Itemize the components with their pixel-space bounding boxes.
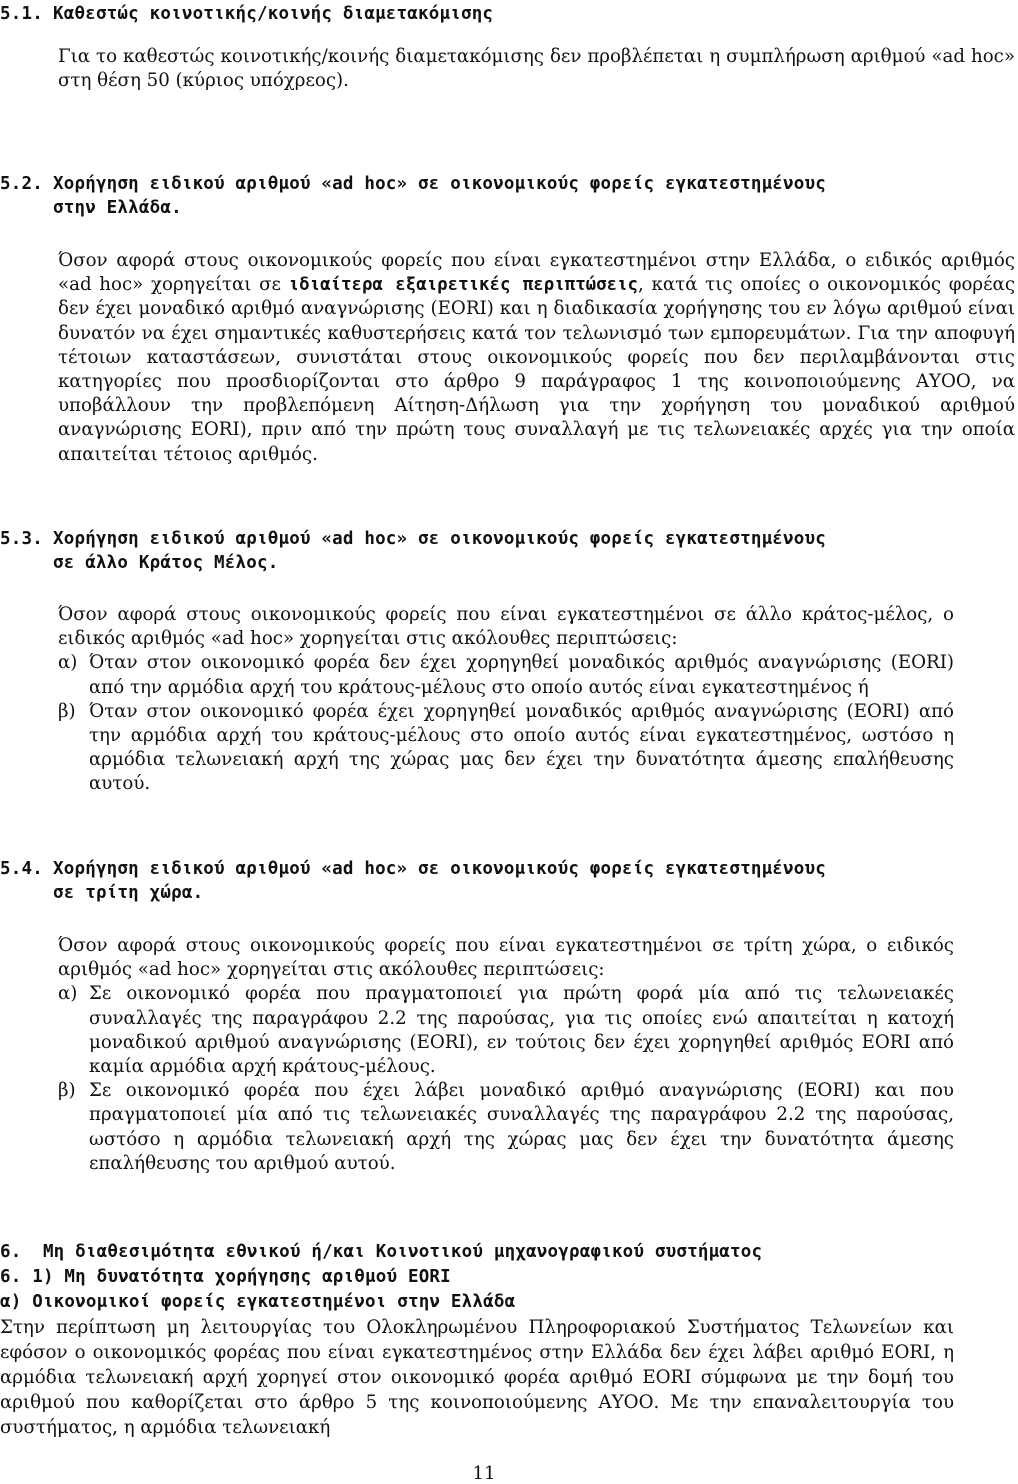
paragraph-text: Όσον αφορά στους οικονομικούς φορείς που είναι εγκατεστημένοι στην Ελλάδα, ο ειδικός αριθμός «ad hoc» χορηγείται σε (58, 250, 1015, 296)
section-6-1-heading: 6. 1) Μη δυνατότητα χορήγησης αριθμού EORI (0, 1267, 451, 1287)
section-5-2-paragraph (0, 249, 1018, 467)
list-item-text: Σε οικονομικό φορέα που έχει λάβει μοναδικό αριθμό αναγνώρισης (EORI) και που πραγματοποιεί μία από τις τελωνειακές συναλλαγές της παραγράφου 2.2 της παρούσας, ωστόσο η αρμόδια τελωνειακή αρχή της χώρας μας δεν έχει την δυνατότητα άμεσης επαλήθευσης του αριθμού αυτού. (89, 1080, 954, 1174)
section-title-line2: σε άλλο Κράτος Μέλος. (53, 553, 279, 573)
list-marker: β) (58, 700, 76, 722)
section-5-4-body (0, 934, 957, 1176)
list-item-text: Σε οικονομικό φορέα που πραγματοποιεί για πρώτη φορά μία από τις τελωνειακές συναλλαγές της παραγράφου 2.2 της παρούσας, για τις οποίες ενώ απαιτείται η κατοχή μοναδικού αριθμού αναγνώρισης (EORI), εν τούτοις δεν έχει χορηγηθεί αριθμός EORI από καμία αρμόδια αρχή κράτους-μέλους. (89, 983, 954, 1078)
list-marker: β) (58, 1080, 76, 1102)
list-item (0, 651, 957, 699)
section-5-4-heading (0, 859, 957, 903)
list-marker: α) (58, 983, 78, 1005)
section-number: 5.1. (0, 4, 43, 24)
section-6-1-a-heading: α) Οικονομικοί φορείς εγκατεστημένοι στην Ελλάδα (0, 1292, 516, 1312)
paragraph-text: , κατά τις οποίες ο οικονομικός φορέας δεν έχει μοναδικό αριθμό αναγνώρισης (EORI) και η διαδικασία χορήγησης του εν λόγω αριθμού είναι δυνατόν να έχει σημαντικές καθυστερήσεις κατά τον τελωνισμό των εμπορευμάτων. Για την αποφυγή τέτοιων καταστάσεων, συνιστάται στους οικονομικούς φορείς που δεν περιλαμβάνονται στις κατηγορίες που προσδιορίζονται στο άρθρο 9 παράγραφος 1 της κοινοποιούμενης ΑΥΟΟ, να υποβάλλουν την προβλεπόμενη Αίτηση-Δήλωση για την χορήγηση του μοναδικού αριθμού αναγνώρισης EORI), πριν από την πρώτη τους συναλλαγή με τις τελωνειακές αρχές για την οποία απαιτείται τέτοιος αριθμός. (58, 274, 1016, 465)
section-5-3-body (0, 603, 957, 797)
section-number: 5.2. (0, 174, 43, 194)
list-marker: α) (58, 652, 78, 674)
section-title-line1: Χορήγηση ειδικού αριθμού «ad hoc» σε οικονομικούς φορείς εγκατεστημένους (53, 174, 826, 194)
section-title-line1: Χορήγηση ειδικού αριθμού «ad hoc» σε οικονομικούς φορείς εγκατεστημένους (53, 529, 826, 549)
section-intro: Όσον αφορά στους οικονομικούς φορείς που είναι εγκατεστημένοι σε τρίτη χώρα, ο ειδικός αριθμός «ad hoc» χορηγείται στις ακόλουθες περιπτώσεις: (58, 935, 954, 981)
section-6-heading: 6. Μη διαθεσιμότητα εθνικού ή/και Κοινοτικού μηχανογραφικού συστήματος (0, 1242, 763, 1262)
section-title: Καθεστώς κοινοτικής/κοινής διαμετακόμισης (53, 4, 494, 24)
section-title-line2: σε τρίτη χώρα. (53, 883, 204, 903)
list-item (0, 1079, 957, 1176)
section-5-3-heading (0, 529, 957, 573)
page-number: 11 (472, 1463, 496, 1484)
list-item-text: Όταν στον οικονομικό φορέα έχει χορηγηθεί μοναδικός αριθμός αναγνώρισης (EORI) από την αρμόδια αρχή του κράτους-μέλους στο οποίο αυτός είναι εγκατεστημένος, ωστόσο η αρμόδια τελωνειακή αρχή της χώρας μας δεν έχει την δυνατότητα άμεσης επαλήθευσης αυτού. (89, 700, 955, 795)
bold-emphasis: ιδιαίτερα εξαιρετικές περιπτώσεις (288, 275, 639, 296)
section-6-body (0, 1315, 957, 1440)
section-6-headings (0, 1240, 957, 1315)
section-6-paragraph: Στην περίπτωση μη λειτουργίας του Ολοκληρωμένου Πληροφοριακού Συστήματος Τελωνείων και εφόσον ο οικονομικός φορέας που είναι εγκατεστημένος στην Ελλάδα δεν έχει λάβει αριθμό EORI, η αρμόδια τελωνειακή αρχή χορηγεί στον οικονομικό φορέα αριθμό EORI σύμφωνα με την δομή του αριθμού που καθορίζεται στο άρθρο 5 της κοινοποιούμενης ΑΥΟΟ. Με την επαναλειτουργία του συστήματος, η αρμόδια τελωνειακή (0, 1317, 954, 1438)
list-item (0, 700, 957, 797)
section-number: 5.3. (0, 529, 43, 549)
list-item-text: Όταν στον οικονομικό φορέα δεν έχει χορηγηθεί μοναδικός αριθμός αναγνώρισης (EORI) από την αρμόδια αρχή του κράτους-μέλους στο οποίο αυτός είναι εγκατεστημένος ή (89, 652, 954, 698)
section-5-1-paragraph: Για το καθεστώς κοινοτικής/κοινής διαμετακόμισης δεν προβλέπεται η συμπλήρωση αριθμού «ad hoc» στη θέση 50 (κύριος υπόχρεος). (58, 46, 1015, 92)
section-intro: Όσον αφορά στους οικονομικούς φορείς που είναι εγκατεστημένοι σε άλλο κράτος-μέλος, ο ειδικός αριθμός «ad hoc» χορηγείται στις ακόλουθες περιπτώσεις: (58, 604, 954, 650)
section-5-2-heading (0, 174, 957, 218)
section-title-line1: Χορήγηση ειδικού αριθμού «ad hoc» σε οικονομικούς φορείς εγκατεστημένους (53, 859, 826, 879)
section-title-line2: στην Ελλάδα. (53, 198, 182, 218)
section-5-1-heading (0, 4, 940, 24)
list-item (0, 982, 957, 1079)
section-number: 5.4. (0, 859, 43, 879)
